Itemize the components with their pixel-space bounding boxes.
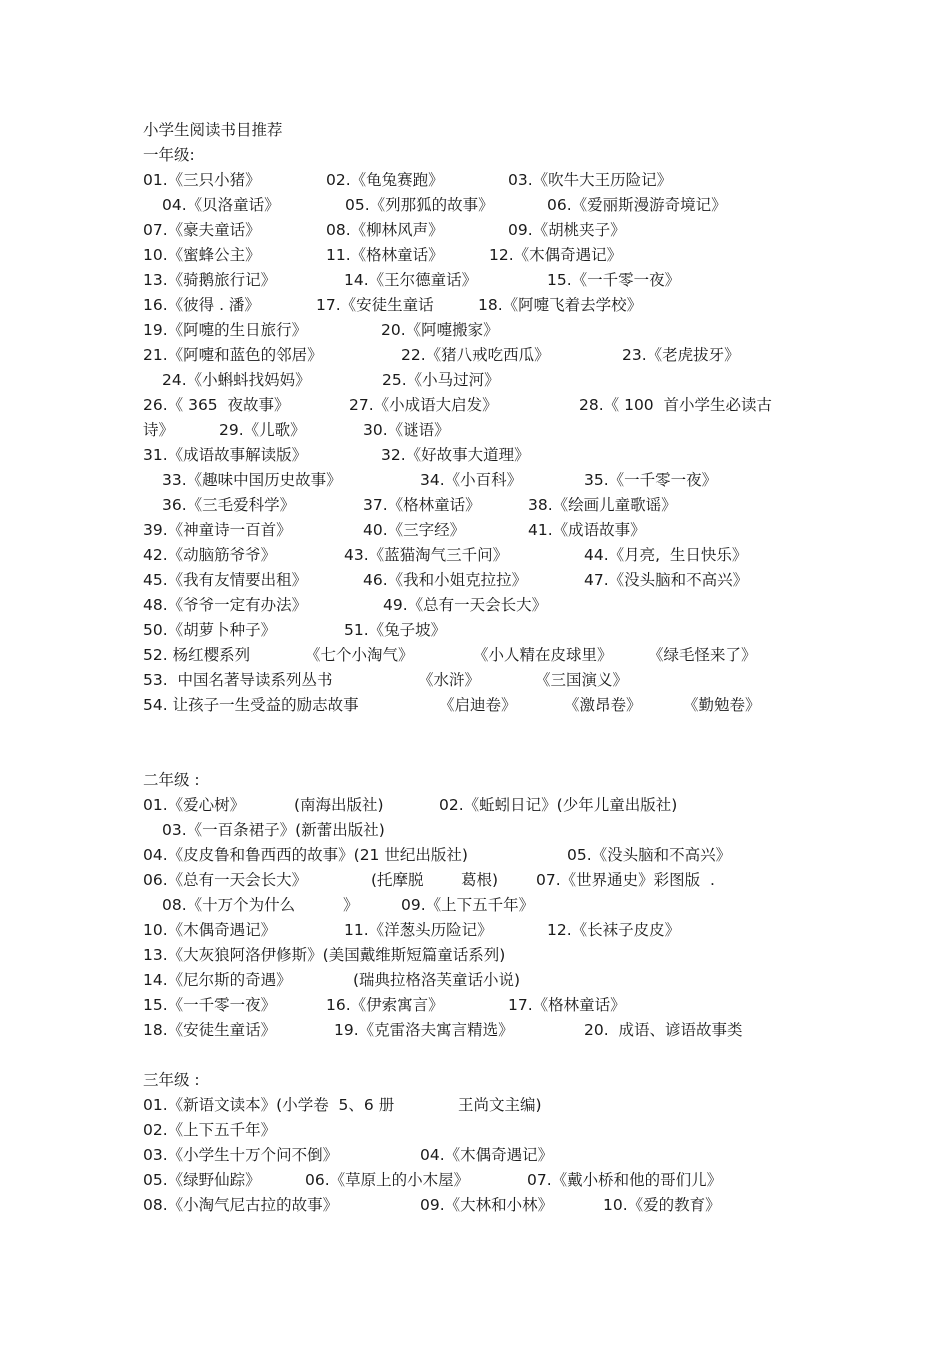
book-entry: 01.《爱心树》: [143, 796, 246, 814]
grade1-heading-text: 一年级:: [143, 146, 195, 164]
document-title: [143, 118, 843, 143]
grade1-list: [143, 168, 843, 718]
grade1-book-line: [143, 318, 843, 343]
book-entry: 16.《伊索寓言》: [326, 996, 444, 1014]
grade1-book-line: [143, 443, 843, 468]
book-entry: 12.《长袜子皮皮》: [547, 921, 681, 939]
book-entry: 28.《 100 首小学生必读古: [579, 396, 773, 414]
grade1-book-line: [143, 343, 843, 368]
grade2-book-line: [143, 793, 843, 818]
book-entry: 09.《大林和小林》: [420, 1196, 554, 1214]
book-entry: 06.《总有一天会长大》: [143, 871, 308, 889]
grade1-book-line: [143, 393, 843, 418]
grade2-heading: [143, 768, 843, 793]
book-entry: (瑞典拉格洛芙童话小说): [353, 971, 521, 989]
grade1-heading: [143, 143, 843, 168]
book-entry: 04.《木偶奇遇记》: [420, 1146, 554, 1164]
book-entry: 17.《格林童话》: [508, 996, 626, 1014]
book-entry: 《绿毛怪来了》: [648, 646, 757, 664]
grade1-book-line: [143, 268, 843, 293]
book-entry: (托摩脱: [371, 871, 424, 889]
book-entry: 13.《大灰狼阿洛伊修斯》(美国戴维斯短篇童话系列): [143, 946, 506, 964]
book-entry: 08.《柳林风声》: [326, 221, 444, 239]
book-entry: 08.《十万个为什么: [162, 896, 296, 914]
book-entry: 11.《洋葱头历险记》: [344, 921, 493, 939]
book-entry: 02.《龟兔赛跑》: [326, 171, 444, 189]
book-entry: 35.《一千零一夜》: [584, 471, 718, 489]
grade3-heading: [143, 1068, 843, 1093]
book-entry: 14.《王尔德童话》: [344, 271, 478, 289]
book-entry: 52. 杨红樱系列: [143, 646, 251, 664]
grade3-book-line: [143, 1193, 843, 1218]
grade3-list: [143, 1093, 843, 1218]
book-entry: 02.《蚯蚓日记》(少年儿童出版社): [439, 796, 678, 814]
book-entry: 27.《小成语大启发》: [349, 396, 498, 414]
grade1-book-line: [143, 193, 843, 218]
book-entry: (南海出版社): [294, 796, 384, 814]
book-entry: 30.《谜语》: [363, 421, 450, 439]
document-title-text: 小学生阅读书目推荐: [143, 121, 283, 139]
book-entry: 37.《格林童话》: [363, 496, 481, 514]
book-entry: 54. 让孩子一生受益的励志故事: [143, 696, 359, 714]
grade1-book-line: [143, 593, 843, 618]
book-entry: 38.《绘画儿童歌谣》: [528, 496, 677, 514]
book-entry: 《勤勉卷》: [683, 696, 761, 714]
book-entry: 43.《蓝猫淘气三千问》: [344, 546, 509, 564]
book-entry: 01.《三只小猪》: [143, 171, 261, 189]
grade2-book-line: [143, 918, 843, 943]
grade3-book-line: [143, 1118, 843, 1143]
book-entry: 25.《小马过河》: [382, 371, 500, 389]
grade2-book-line: [143, 968, 843, 993]
book-entry: 16.《彼得 . 潘》: [143, 296, 260, 314]
grade3-book-line: [143, 1093, 843, 1118]
grade2-heading-text: 二年级 :: [143, 771, 200, 789]
book-entry: 32.《好故事大道理》: [381, 446, 530, 464]
book-entry: 51.《兔子坡》: [344, 621, 447, 639]
book-entry: 《启迪卷》: [439, 696, 517, 714]
book-entry: 49.《总有一天会长大》: [383, 596, 548, 614]
grade1-book-line: [143, 643, 843, 668]
grade1-book-line: [143, 543, 843, 568]
book-entry: 10.《爱的教育》: [603, 1196, 721, 1214]
book-entry: 41.《成语故事》: [528, 521, 646, 539]
grade2-list: [143, 793, 843, 1043]
grade1-book-line: [143, 243, 843, 268]
book-entry: 26.《 365 夜故事》: [143, 396, 290, 414]
book-entry: 53. 中国名著导读系列丛书: [143, 671, 333, 689]
book-entry: 13.《骑鹅旅行记》: [143, 271, 277, 289]
book-entry: 06.《草原上的小木屋》: [305, 1171, 470, 1189]
grade1-book-line: [143, 293, 843, 318]
grade2-book-line: [143, 843, 843, 868]
grade2-book-line: [143, 1018, 843, 1043]
book-entry: 07.《世界通史》彩图版 .: [536, 871, 715, 889]
book-entry: 10.《蜜蜂公主》: [143, 246, 261, 264]
grade1-book-line: [143, 218, 843, 243]
book-entry: 29.《儿歌》: [219, 421, 306, 439]
grade2-book-line: [143, 818, 843, 843]
book-entry: 09.《胡桃夹子》: [508, 221, 626, 239]
book-entry: 05.《没头脑和不高兴》: [567, 846, 732, 864]
book-entry: 》: [343, 896, 359, 914]
book-entry: 09.《上下五千年》: [401, 896, 535, 914]
grade1-book-line: [143, 168, 843, 193]
book-entry: 王尚文主编): [458, 1096, 542, 1114]
book-entry: 10.《木偶奇遇记》: [143, 921, 277, 939]
grade1-book-line: [143, 418, 843, 443]
grade1-book-line: [143, 618, 843, 643]
book-entry: 《激昂卷》: [564, 696, 642, 714]
grade2-book-line: [143, 868, 843, 893]
book-entry: 19.《阿嚏的生日旅行》: [143, 321, 308, 339]
book-entry: 02.《上下五千年》: [143, 1121, 277, 1139]
book-entry: 14.《尼尔斯的奇遇》: [143, 971, 292, 989]
section-spacer: [143, 1043, 843, 1068]
book-entry: 23.《老虎拔牙》: [622, 346, 740, 364]
book-entry: 12.《木偶奇遇记》: [489, 246, 623, 264]
book-entry: 03.《吹牛大王历险记》: [508, 171, 673, 189]
book-entry: 04.《贝洛童话》: [162, 196, 280, 214]
book-entry: 24.《小蝌蚪找妈妈》: [162, 371, 311, 389]
grade3-book-line: [143, 1143, 843, 1168]
grade1-book-line: [143, 518, 843, 543]
grade1-book-line: [143, 368, 843, 393]
book-entry: 33.《趣味中国历史故事》: [162, 471, 342, 489]
book-entry: 36.《三毛爱科学》: [162, 496, 296, 514]
book-entry: 17.《安徒生童话: [316, 296, 434, 314]
book-entry: 08.《小淘气尼古拉的故事》: [143, 1196, 339, 1214]
book-entry: 07.《豪夫童话》: [143, 221, 261, 239]
section-spacer: [143, 718, 843, 768]
book-entry: 40.《三字经》: [363, 521, 466, 539]
book-entry: 50.《胡萝卜种子》: [143, 621, 277, 639]
book-entry: 葛根): [461, 871, 499, 889]
book-entry: 05.《绿野仙踪》: [143, 1171, 261, 1189]
grade1-book-line: [143, 693, 843, 718]
book-entry: 45.《我有友情要出租》: [143, 571, 308, 589]
book-entry: 15.《一千零一夜》: [143, 996, 277, 1014]
book-entry: 21.《阿嚏和蓝色的邻居》: [143, 346, 323, 364]
grade2-book-line: [143, 943, 843, 968]
grade2-book-line: [143, 993, 843, 1018]
book-entry: 20.《阿嚏搬家》: [381, 321, 499, 339]
book-entry: 《小人精在皮球里》: [473, 646, 613, 664]
book-entry: 34.《小百科》: [420, 471, 523, 489]
book-entry: 20. 成语、谚语故事类: [584, 1021, 743, 1039]
grade1-book-line: [143, 493, 843, 518]
book-entry: 03.《一百条裙子》(新蕾出版社): [162, 821, 385, 839]
book-entry: 《水浒》: [418, 671, 481, 689]
book-entry: 39.《神童诗一百首》: [143, 521, 292, 539]
book-entry: 《七个小淘气》: [305, 646, 414, 664]
book-entry: 47.《没头脑和不高兴》: [584, 571, 749, 589]
reading-list: [143, 118, 843, 1218]
grade2-book-line: [143, 893, 843, 918]
book-entry: 18.《安徒生童话》: [143, 1021, 277, 1039]
book-entry: 31.《成语故事解读版》: [143, 446, 308, 464]
book-entry: 04.《皮皮鲁和鲁西西的故事》(21 世纪出版社): [143, 846, 468, 864]
grade1-book-line: [143, 568, 843, 593]
book-entry: 01.《新语文读本》(小学卷 5、6 册: [143, 1096, 395, 1114]
book-entry: 46.《我和小姐克拉拉》: [363, 571, 528, 589]
book-entry: 07.《戴小桥和他的哥们儿》: [527, 1171, 723, 1189]
book-entry: 42.《动脑筋爷爷》: [143, 546, 277, 564]
book-entry: 03.《小学生十万个问不倒》: [143, 1146, 339, 1164]
book-entry: 18.《阿嚏飞着去学校》: [478, 296, 643, 314]
book-entry: 诗》: [143, 421, 175, 439]
grade3-heading-text: 三年级 :: [143, 1071, 200, 1089]
book-entry: 44.《月亮, 生日快乐》: [584, 546, 748, 564]
book-entry: 15.《一千零一夜》: [547, 271, 681, 289]
grade1-book-line: [143, 668, 843, 693]
book-entry: 22.《猪八戒吃西瓜》: [401, 346, 550, 364]
grade3-book-line: [143, 1168, 843, 1193]
book-entry: 《三国演义》: [535, 671, 629, 689]
book-entry: 11.《格林童话》: [326, 246, 444, 264]
book-entry: 19.《克雷洛夫寓言精选》: [334, 1021, 514, 1039]
grade1-book-line: [143, 468, 843, 493]
book-entry: 48.《爷爷一定有办法》: [143, 596, 308, 614]
book-entry: 06.《爱丽斯漫游奇境记》: [547, 196, 727, 214]
book-entry: 05.《列那狐的故事》: [345, 196, 494, 214]
